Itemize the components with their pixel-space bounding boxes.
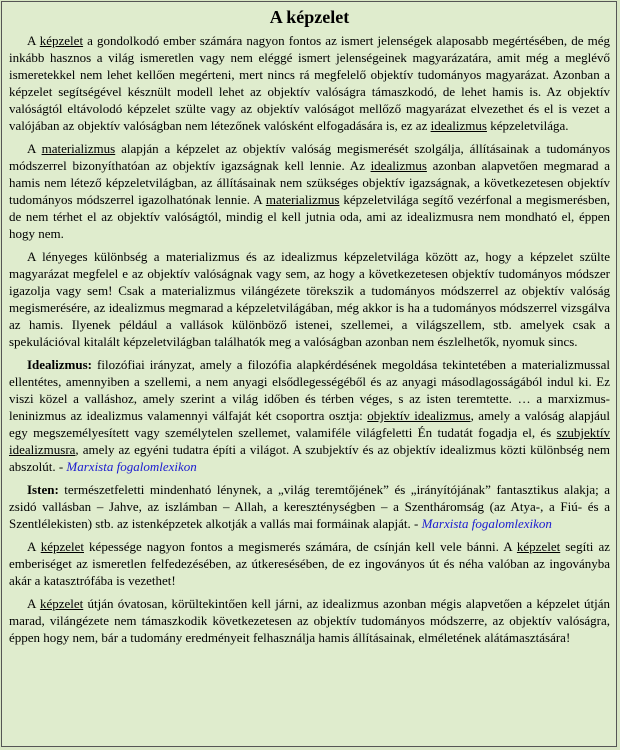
link-idealizmus[interactable]: idealizmus <box>370 158 427 173</box>
document-page <box>1 1 617 747</box>
link-kepzelet[interactable]: képzelet <box>516 539 561 554</box>
link-kepzelet[interactable]: képzelet <box>39 596 84 611</box>
text: A <box>27 539 41 554</box>
link-materializmus[interactable]: materializmus <box>41 141 116 156</box>
link-objektiv-idealizmus[interactable]: objektív idealizmus <box>367 408 471 423</box>
paragraph-1 <box>9 32 610 134</box>
text: , amely a valóság alapjául egy megszemélyesített vagy személytelen szellemet, valamiféle világfeletti Én tudatát fogadja el, és <box>9 408 611 440</box>
text: képzeletvilága. <box>486 118 569 133</box>
text: képessége nagyon fontos a megismerés számára, de csínján kell vele bánni. A <box>84 539 517 554</box>
paragraph-5-definition <box>9 481 610 532</box>
text: segíti az emberiséget az ismeretlen felfedezésében, az útkeresésében, de ez ingoványos út és néha valóban az ingoványba akár a katasztrófába is vezethet! <box>9 539 610 588</box>
text: természetfeletti mindenható lénynek, a „világ teremtőjének” és „irányítójának” fantasztikus alakja; a zsidó vallásban – Jahve, az iszlámban – Allah, a kereszténységben – a Szentháromság (az Atya-, a Fiú- és a Szentlélekisten) stb. az istenképzetek alkotják a vallás mai formáinak alapját. - <box>9 482 610 531</box>
text: , amely az egyéni tudatra építi a világot. A szubjektív és az objektív idealizmus közti különbség nem abszolút. - <box>9 442 610 474</box>
text: alapján a képzelet az objektív valóság megismerését szolgálja, állításainak a tudományos módszerrel bizonyíthatóan az objektív igazságnak kell lennie. Az <box>9 141 611 173</box>
paragraph-3: A lényeges különbség a materializmus és az idealizmus képzeletvilága között az, hogy a képzelet szülte magyarázat megfelel e az objektív valóságnak vagy sem, az hogy a következetesen objektív tudományos módszer igazolja vagy sem! Csak a materializmus vilángézete törekszik a tudományos módszerrel az objektív valóság megismerésére, az idealizmus megmarad a képzeletvilágában, még akkor is ha a tudományos módszerrel vizsgálva az hamis. Ilyenek például a vallások különböző istenei, szellemei, a világszellem, stb. amelyek csak a spekulációval kitalált képzeletvilágban találhatók meg a valóságban azonban nem észlelhetők, nyomuk sincs. <box>9 249 610 349</box>
text: azonban alapvetően megmarad a hamis nem létező képzeletvilágban, az állításainak nem szükséges objektív igazságnak, a következetesen objektív tudományos módszerrel igazolhatónak lennie. A <box>9 158 610 207</box>
text: A <box>27 141 42 156</box>
paragraph-2 <box>9 140 610 242</box>
text: útján óvatosan, körültekintően kell járni, az idealizmus azonban mégis alapvetően a képzelet útján marad, vilángézete nem támaszkodik következetesen az objektív tudományos módszerre, az objektív valóságra, éppen hogy nem, bár a tudomány eredményeit felhasználja hamis állításainak, elméletének alátámasztására! <box>9 596 611 645</box>
link-materializmus[interactable]: materializmus <box>265 192 340 207</box>
link-kepzelet[interactable]: képzelet <box>40 539 85 554</box>
source-link[interactable]: Marxista fogalomlexikon <box>421 516 552 531</box>
paragraph-7 <box>9 595 610 646</box>
link-szubjektiv-idealizmus[interactable]: szubjektív idealizmusra <box>9 425 610 457</box>
text: képzeletvilága segítő vezérfonal a megismerésben, de nem térhet el az objektív valóságtól, mindig el kell jutnia oda, ami az idealizmusra nem mondható el, éppen hogy nem. <box>9 192 610 241</box>
link-kepzelet[interactable]: képzelet <box>39 33 84 48</box>
source-link[interactable]: Marxista fogalomlexikon <box>66 459 197 474</box>
text: A <box>27 33 40 48</box>
link-idealizmus[interactable]: idealizmus <box>430 118 487 133</box>
paragraph-6 <box>9 538 610 589</box>
paragraph-4-definition <box>9 356 610 475</box>
definition-term: Idealizmus: <box>27 357 92 372</box>
text: filozófiai irányzat, amely a filozófia alapkérdésének megoldása tekintetében a materializmussal ellentétes, amennyiben a szellemi, a nem anyagi elsődlegességéből és az anyagi másodlagosságából indul ki. Ez viszi közel a valláshoz, amely szerint a világ időben és térben véges, s az isten teremtette. … a marxizmus-leninizmus az idealizmus valamennyi válfaját két csoportra osztja: <box>9 357 610 423</box>
page-title: A képzelet <box>269 7 350 27</box>
text: a gondolkodó ember számára nagyon fontos az ismert jelenségek alaposabb megértésében, de még inkább hasznos a világ ismeretlen vagy nem eléggé ismert jelenségeinek magyarázatára, amit még a meglévő ismeretekkel nem lehet kellően megérteni, mert nincs rá megfelelő objektív tudományos magyarázat. Azonban a képzelet segítségével késznült modell lehet az objektív valóságra támaszkodó, de lehet hamis is. Az objektív valóságtól eltávolodó képzelet szülte vagy az objektív valóságot mellőző magyarázat elvezethet és el is vezet a valójában az objektív valóságban nem létezőnek valósként elfogadására is, ez az <box>9 33 610 133</box>
text: A <box>27 596 40 611</box>
definition-term: Isten: <box>27 482 59 497</box>
